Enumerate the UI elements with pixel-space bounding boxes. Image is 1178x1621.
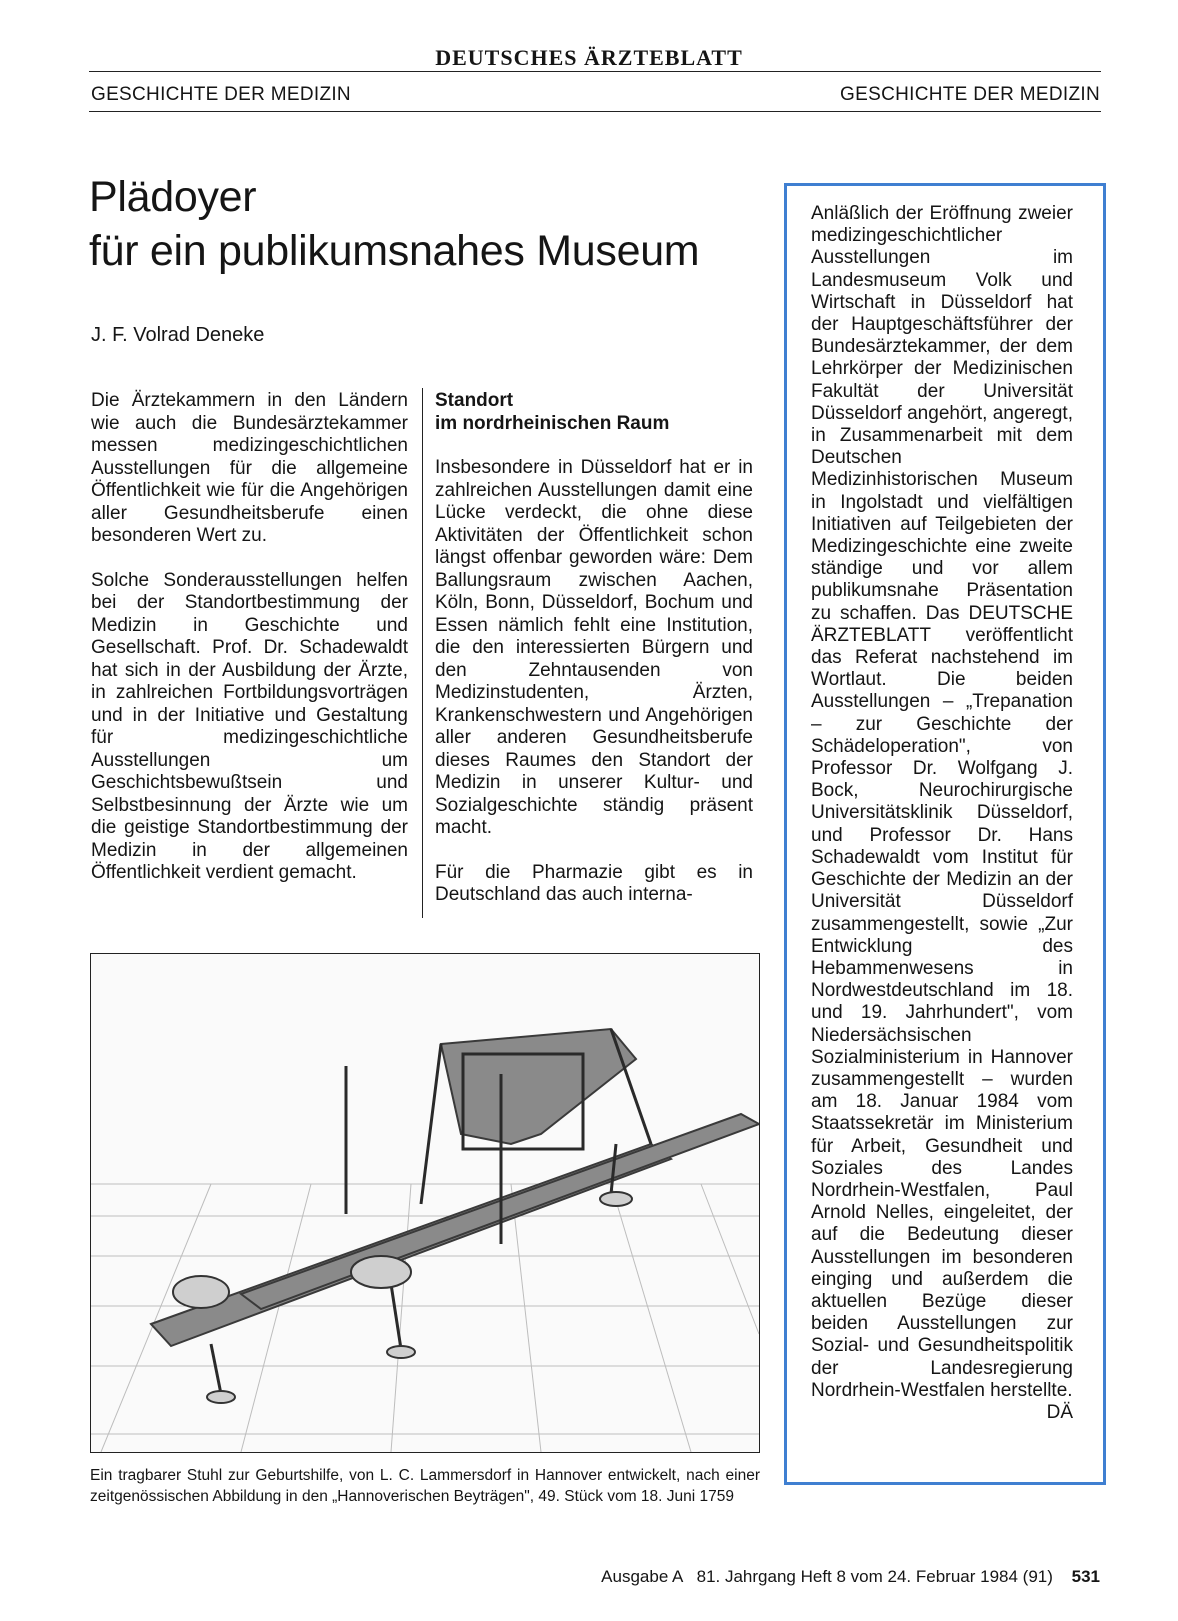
birthing-chair-illustration <box>91 954 759 1452</box>
sidebar-text <box>811 203 1073 1424</box>
article-title-line1: Plädoyer <box>89 173 257 221</box>
subheading-line2: im nordrheinischen Raum <box>435 412 670 434</box>
paragraph: Für die Pharmazie gibt es in Deutschland das auch interna- <box>435 861 753 905</box>
issue-info: Ausgabe A 81. Jahrgang Heft 8 vom 24. Februar 1984 (91) <box>601 1567 1053 1586</box>
paragraph: Solche Sonderausstellungen helfen bei der Standortbestimmung der Medizin in Geschichte und Gesellschaft. Prof. Dr. Schadewaldt hat sich in der Ausbildung der Ärzte, in zahlreichen Fortbildungsvorträgen und in der Initiative und Gestaltung für medizingeschichtliche Ausstellungen um Geschichtsbewußtsein und Selbstbesinnung der Ärzte wie um die geistige Standortbestimmung der Medizin in der allgemeinen Öffentlichkeit verdient gemacht. <box>91 569 408 883</box>
paragraph: Die Ärztekammern in den Ländern wie auch die Bundesärztekammer messen medizingeschichtlichen Ausstellungen für die allgemeine Öffentlichkeit wie für die Angehörigen aller Gesundheitsberufe einen besonderen Wert zu. <box>91 390 408 546</box>
page-number: 531 <box>1071 1567 1100 1586</box>
subheading <box>435 390 753 435</box>
article-title <box>89 170 699 278</box>
subheading-line1: Standort <box>435 390 514 411</box>
intro-sidebar-box <box>784 183 1106 1485</box>
figure-engraving <box>90 953 760 1453</box>
header-rule <box>89 71 1101 72</box>
column-divider <box>422 388 423 918</box>
section-label-right: GESCHICHTE DER MEDIZIN <box>840 84 1100 105</box>
section-label-left: GESCHICHTE DER MEDIZIN <box>91 84 351 105</box>
paragraph: Insbesondere in Düsseldorf hat er in zahlreichen Ausstellungen damit eine Lücke verdeckt, die ohne diese Aktivitäten der Öffentlichkeit schon längst offenbar geworden wäre: Dem Ballungsraum zwischen Aachen, Köln, Bonn, Düsseldorf, Bochum und Essen nämlich fehlt eine Institution, die den interessierten Bürgern und den Zehntausenden von Medizinstudenten, Ärzten, Krankenschwestern und Angehörigen aller anderen Gesundheitsberufe dieses Raumes den Standort der Medizin in unserer Kultur- und Sozialgeschichte ständig präsent macht. <box>435 457 753 838</box>
page-footer <box>601 1567 1100 1587</box>
article-column-2 <box>435 390 753 929</box>
sidebar-signature: DÄ <box>1046 1401 1073 1423</box>
sidebar-paragraph: Anläßlich der Eröffnung zweier medizingeschichtlicher Ausstellungen im Landesmuseum Volk und Wirtschaft in Düsseldorf hat der Hauptgeschäftsführer der Bundesärztekammer, der dem Lehrkörper der Medizinischen Fakultät der Universität Düsseldorf angehört, angeregt, in Zusammenarbeit mit dem Deutschen Medizinhistorischen Museum in Ingolstadt und vielfältigen Initiativen auf Teilgebieten der Medizingeschichte eine zweite ständige und vor allem publikumsnahe Präsentation zu schaffen. Das DEUTSCHE ÄRZTEBLATT veröffentlicht das Referat nachstehend im Wortlaut. Die beiden Ausstellungen – „Trepanation – zur Geschichte der Schädeloperation", von Professor Dr. Wolfgang J. Bock, Neurochirurgische Universitätsklinik Düsseldorf, und Professor Dr. Hans Schadewaldt vom Institut für Geschichte der Medizin an der Universität Düsseldorf zusammengestellt, sowie „Zur Entwicklung des Hebammenwesens in Nordwestdeutschland im 18. und 19. Jahrhundert", vom Niedersächsischen Sozialministerium in Hannover zusammengestellt – wurden am 18. Januar 1984 vom Staatssekretär im Ministerium für Arbeit, Gesundheit und Soziales des Landes Nordrhein-Westfalen, Paul Arnold Nelles, eingeleitet, der auf die Bedeutung dieser Ausstellungen im besonderen einging und außerdem die aktuellen Bezüge dieser beiden Ausstellungen zur Sozial- und Gesundheitspolitik der Landesregierung Nordrhein-Westfalen herstellte. <box>811 203 1073 1401</box>
article-title-line2: für ein publikumsnahes Museum <box>89 227 700 275</box>
section-rule <box>89 111 1101 112</box>
masthead: DEUTSCHES ÄRZTEBLATT <box>435 45 743 70</box>
article-author: J. F. Volrad Deneke <box>91 324 265 346</box>
figure-caption: Ein tragbarer Stuhl zur Geburtshilfe, von L. C. Lammersdorf in Hannover entwickelt, nach einer zeitgenössischen Abbildung in den „Hannoverischen Beyträgen", 49. Stück vom 18. Juni 1759 <box>90 1467 760 1505</box>
article-column-1 <box>91 390 408 907</box>
